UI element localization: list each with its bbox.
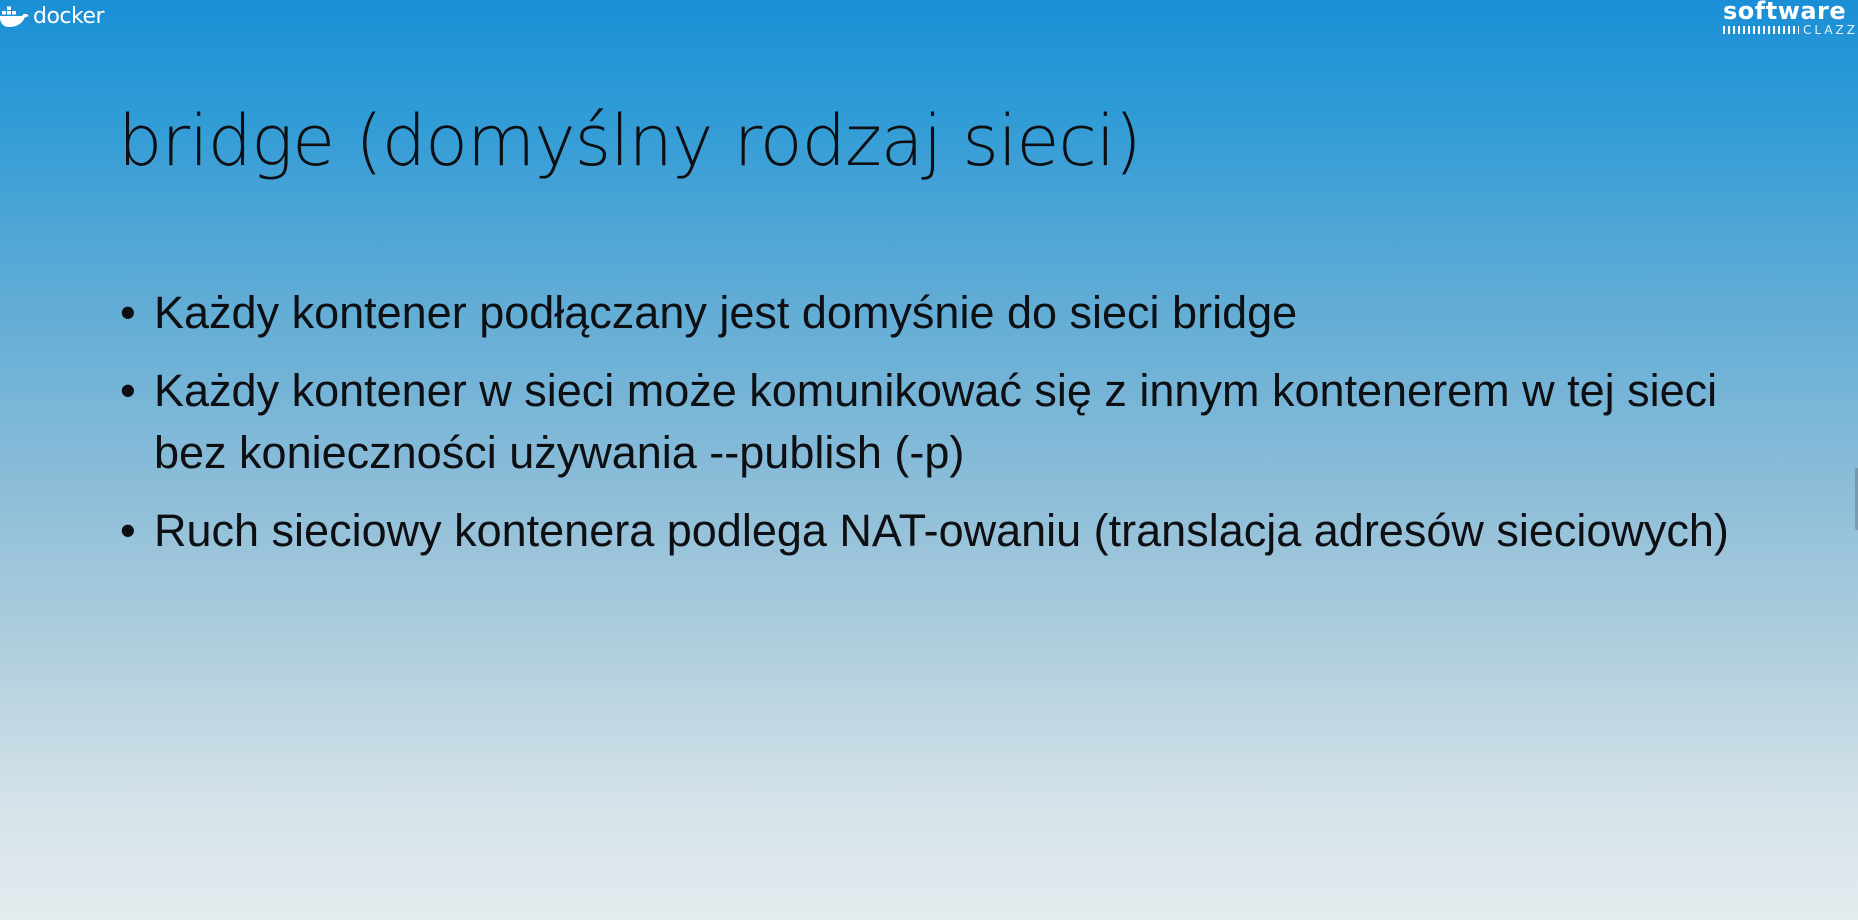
bullet-item (118, 360, 1758, 484)
brand-top-text: software (1723, 0, 1847, 25)
bullet-text: Każdy kontener podłączany jest domyśnie do sieci bridge (154, 287, 1298, 338)
docker-whale-icon (0, 5, 30, 29)
softwareclazz-logo (1723, 0, 1858, 36)
bullet-dot: • (120, 505, 136, 556)
brand-barcode-mark (1723, 26, 1799, 34)
slide-title: bridge (domyślny rodzaj sieci) (118, 100, 1141, 182)
bullet-text: Każdy kontener w sieci może komunikować się z innym kontenerem w tej sieci bez konieczności używania --publish (-p) (154, 365, 1718, 478)
docker-logo (0, 4, 104, 29)
bullet-text: Ruch sieciowy kontenera podlega NAT-owaniu (translacja adresów sieciowych) (154, 505, 1729, 556)
docker-logo-text: docker (33, 4, 105, 29)
bullet-item (118, 500, 1758, 562)
brand-bottom-text: CLAZZ (1803, 23, 1858, 36)
bullet-item (118, 282, 1758, 344)
bullet-list (118, 282, 1758, 578)
bullet-dot: • (120, 365, 136, 416)
bullet-dot: • (120, 287, 136, 338)
